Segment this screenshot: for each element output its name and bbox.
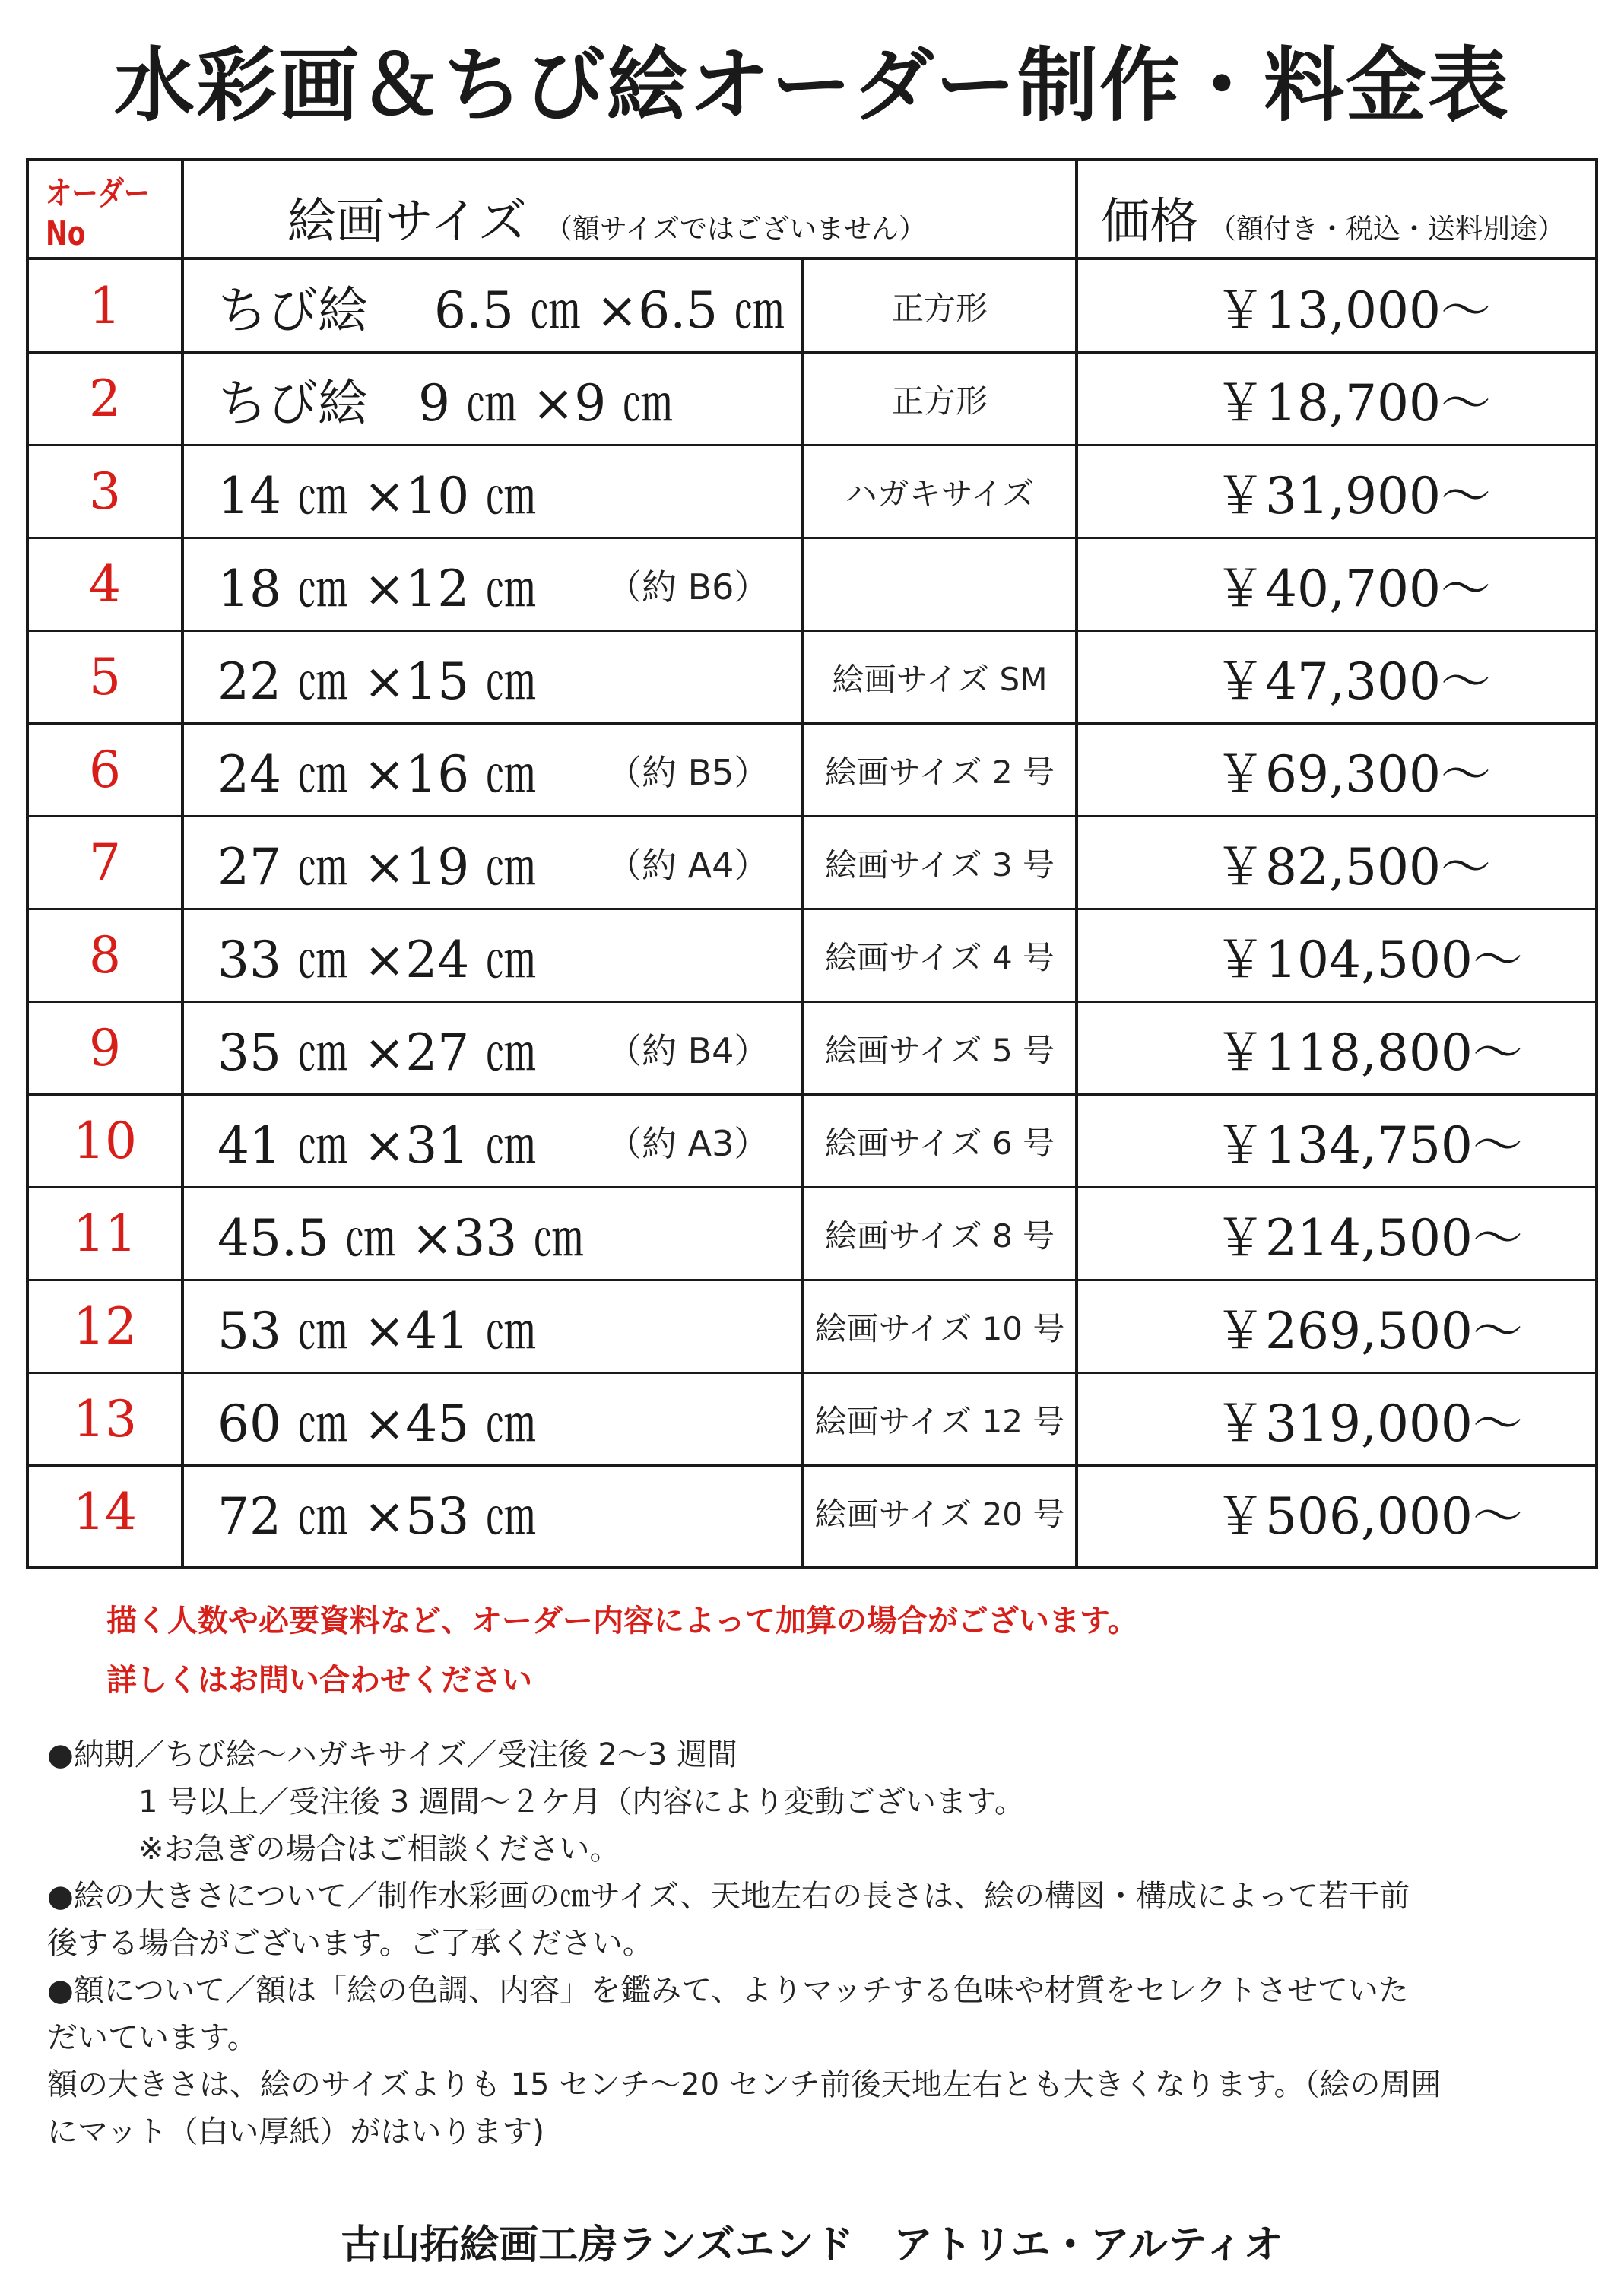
frame-note-line: 額の大きさは、絵のサイズよりも 15 センチ〜20 センチ前後天地左右とも大きくなります。（絵の周囲 [47,2067,1442,2102]
paper-size-note: （約 B4） [607,1029,769,1071]
delivery-note-line: ※お急ぎの場合はご相談ください。 [47,1832,620,1867]
header-order-no: オーダーNo [46,173,151,253]
painting-size: ちび絵 6.5 ㎝ ×6.5 ㎝ [217,281,785,340]
standard-size: ハガキサイズ [845,474,1035,512]
size-note-line: 後する場合がございます。ご了承ください。 [47,1926,653,1961]
header-price-note: （額付き・税込・送料別途） [1209,214,1565,245]
header-price-label: 価格 [1101,194,1198,250]
price: ￥18,700〜 [1215,374,1491,433]
standard-size: 絵画サイズ 5 号 [824,1031,1055,1069]
order-no: 10 [73,1112,137,1170]
table-row [29,538,1595,630]
paper-size-note: （約 B5） [607,751,769,793]
paper-size-note: （約 A4） [607,844,769,886]
table-row [29,1095,1595,1187]
painting-size: 33 ㎝ ×24 ㎝ [217,931,536,989]
studio-name: 古山拓絵画工房ランズエンド アトリエ・アルティオ [341,2222,1283,2268]
price: ￥134,750〜 [1215,1116,1523,1175]
paper-size-note: （約 B6） [607,566,769,608]
painting-size: 18 ㎝ ×12 ㎝ [217,560,536,618]
header-price [1101,182,1565,252]
size-note-line: ●絵の大きさについて／制作水彩画の㎝サイズ、天地左右の長さは、絵の構図・構成によって若干前 [47,1879,1410,1914]
order-no: 6 [89,741,121,799]
standard-size [804,538,1075,630]
price: ￥506,000〜 [1215,1487,1523,1546]
paper-size-note: （約 A3） [607,1122,769,1164]
frame-note-line: にマット（白い厚紙）がはいります) [47,2114,545,2149]
order-no: 2 [89,370,121,428]
painting-size: 14 ㎝ ×10 ㎝ [217,467,536,525]
painting-size: 41 ㎝ ×31 ㎝ [217,1116,536,1175]
table-row [29,724,1595,816]
painting-size: 45.5 ㎝ ×33 ㎝ [217,1209,584,1267]
painting-size: 22 ㎝ ×15 ㎝ [217,652,536,711]
inquiry-note: 詳しくはお問い合わせください [106,1662,532,1698]
standard-size: 絵画サイズ 10 号 [814,1309,1065,1347]
order-no: 5 [89,648,121,706]
painting-size: 53 ㎝ ×41 ㎝ [217,1302,536,1360]
price: ￥214,500〜 [1215,1209,1523,1267]
header-size [287,182,926,252]
price: ￥319,000〜 [1215,1394,1523,1453]
price: ￥47,300〜 [1215,652,1491,711]
table-row [29,1373,1595,1465]
page-title: 水彩画＆ちび絵オーダー制作・料金表 [114,39,1510,132]
order-no: 9 [89,1019,121,1077]
standard-size: 正方形 [891,289,988,327]
price: ￥69,300〜 [1215,745,1491,804]
standard-size: 絵画サイズ 4 号 [824,938,1055,976]
price-table [26,158,1598,1569]
order-no: 13 [73,1390,137,1448]
standard-size: 絵画サイズ 12 号 [814,1402,1065,1440]
price: ￥31,900〜 [1215,467,1491,525]
price: ￥118,800〜 [1215,1023,1523,1082]
table-row [29,1280,1595,1372]
header-size-label: 絵画サイズ [287,194,527,250]
order-no: 4 [89,555,121,614]
table-row [29,260,1595,352]
price: ￥13,000〜 [1215,281,1491,340]
table-row [29,909,1595,1001]
standard-size: 絵画サイズ SM [832,660,1048,698]
delivery-note-line: ●納期／ちび絵〜ハガキサイズ／受注後 2〜3 週間 [47,1737,738,1772]
order-no: 3 [89,462,121,521]
table-row [29,1466,1595,1558]
order-no: 8 [89,926,121,985]
standard-size: 絵画サイズ 2 号 [824,753,1055,791]
table-row [29,817,1595,909]
standard-size: 絵画サイズ 6 号 [824,1124,1055,1162]
table-row [29,446,1595,538]
surcharge-note: 描く人数や必要資料など、オーダー内容によって加算の場合がございます。 [106,1603,1138,1639]
delivery-note-line: 1 号以上／受注後 3 週間〜２ケ月（内容により変動ございます。 [47,1785,1025,1819]
standard-size: 絵画サイズ 3 号 [824,845,1055,884]
standard-size: 絵画サイズ 20 号 [814,1495,1065,1533]
frame-note-line: だいています。 [47,2020,258,2055]
painting-size: 35 ㎝ ×27 ㎝ [217,1023,536,1082]
standard-size: 絵画サイズ 8 号 [824,1217,1055,1255]
price: ￥104,500〜 [1215,931,1523,989]
table-row [29,353,1595,445]
painting-size: ちび絵 9 ㎝ ×9 ㎝ [217,374,673,433]
price: ￥82,500〜 [1215,838,1491,896]
price: ￥40,700〜 [1215,560,1491,618]
painting-size: 27 ㎝ ×19 ㎝ [217,838,536,896]
table-row [29,631,1595,723]
header-size-note: （額サイズではございません） [544,214,927,245]
painting-size: 24 ㎝ ×16 ㎝ [217,745,536,804]
painting-size: 72 ㎝ ×53 ㎝ [217,1487,536,1546]
order-no: 11 [73,1204,137,1263]
table-row [29,1188,1595,1280]
price: ￥269,500〜 [1215,1302,1523,1360]
frame-note-line: ●額について／額は「絵の色調、内容」を鑑みて、よりマッチする色味や材質をセレクトさせていた [47,1973,1409,2008]
order-no: 12 [73,1297,137,1356]
order-no: 7 [89,833,121,892]
table-row [29,1002,1595,1094]
painting-size: 60 ㎝ ×45 ㎝ [217,1394,536,1453]
standard-size: 正方形 [891,382,988,420]
order-no: 14 [73,1483,137,1541]
order-no: 1 [89,277,121,335]
